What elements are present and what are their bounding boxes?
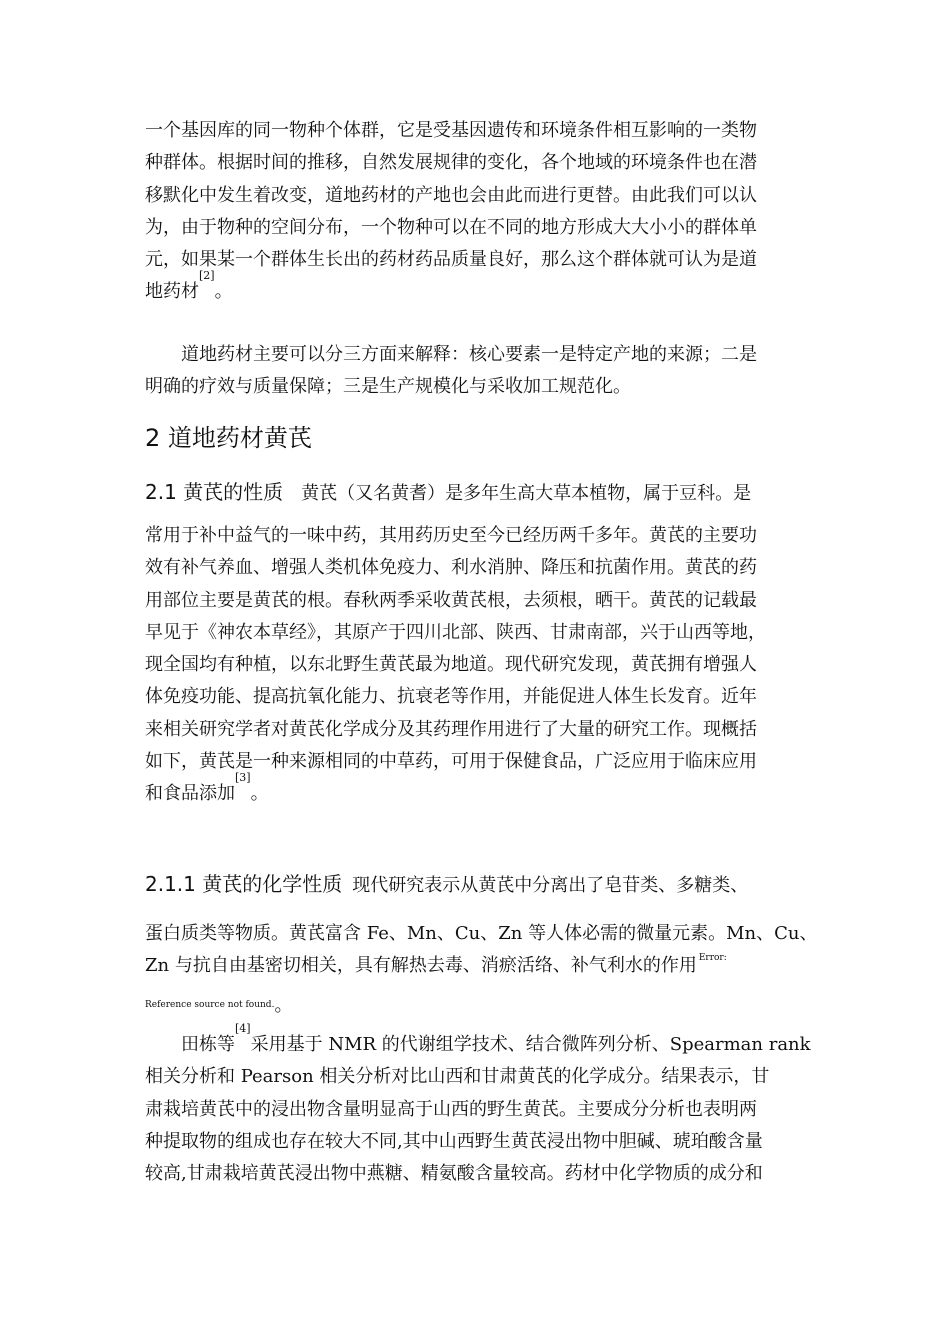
text-line: [145, 474, 810, 510]
text-line: 较高,甘肃栽培黄芪浸出物中燕糖、精氨酸含量较高。药材中化学物质的成分和: [145, 1163, 763, 1185]
line-text: 和食品添加: [145, 783, 235, 805]
text-line: 道地药材主要可以分三方面来解释：核心要素一是特定产地的来源；二是: [181, 344, 757, 365]
line-text: Zn 与抗自由基密切相关，具有解热去毒、消瘀活络、补气利水的作用: [145, 955, 697, 977]
text-line: 现全国均有种植，以东北野生黄芪最为地道。现代研究发现，黄芪拥有增强人: [145, 654, 757, 676]
section-2-1-intro: [145, 474, 810, 510]
text-line: [145, 771, 810, 810]
paragraph-population: [145, 115, 810, 309]
citation-ref[interactable]: [4]: [235, 1022, 251, 1035]
reference-error-line: [145, 995, 293, 1016]
paragraph-daodi-explanation: [145, 339, 810, 404]
section-heading-2-1-1: 2.1.1 黄芪的化学性质: [145, 872, 343, 896]
text-line: 移默化中发生着改变，道地药材的产地也会由此而进行更替。由此我们可以认: [145, 184, 757, 206]
line-text: 现代研究表示从黄芪中分离出了皂苷类、多糖类、: [352, 875, 749, 896]
text-line: 为，由于物种的空间分布，一个物种可以在不同的地方形成大大小小的群体单: [145, 216, 757, 238]
text-line: 种提取物的组成也存在较大不同,其中山西野生黄芪浸出物中胆碱、琥珀酸含量: [145, 1130, 763, 1152]
line-text: 黄芪（又名黄耆）是多年生高大草本植物，属于豆科。是: [301, 483, 752, 504]
text-line: 效有补气养血、增强人类机体免疫力、利水消肿、降压和抗菌作用。黄芪的药: [145, 557, 757, 579]
text-line: 如下，黄芪是一种来源相同的中草药，可用于保健食品，广泛应用于临床应用: [145, 751, 757, 773]
text-line: 一个基因库的同一物种个体群，它是受基因遗传和环境条件相互影响的一类物: [145, 120, 757, 141]
line-text: 地药材: [145, 281, 199, 303]
citation-ref[interactable]: [2]: [199, 269, 215, 283]
section-heading-2: 2 道地药材黄芪: [145, 424, 312, 452]
text-line: 蛋白质类等物质。黄芪富含 Fe、Mn、Cu、Zn 等人体必需的微量元素。Mn、Cu、: [145, 923, 818, 944]
text-line: 肃栽培黄芪中的浸出物含量明显高于山西的野生黄芪。主要成分分析也表明两: [145, 1098, 757, 1120]
text-line: 种群体。根据时间的推移，自然发展规律的变化，各个地域的环境条件也在潜: [145, 152, 757, 174]
paragraph-tian-study: [145, 1022, 811, 1190]
citation-ref[interactable]: [3]: [235, 771, 251, 785]
text-line: 早见于《神农本草经》，其原产于四川北部、陕西、甘肃南部，兴于山西等地，: [145, 621, 766, 643]
text-line: 体免疫功能、提高抗氧化能力、抗衰老等作用，并能促进人体生长发育。近年: [145, 686, 757, 708]
text-line: 元，如果某一个群体生长出的药材药品质量良好，那么这个群体就可认为是道: [145, 249, 757, 271]
text-line: 明确的疗效与质量保障；三是生产规模化与采收加工规范化。: [145, 376, 631, 398]
paragraph-huangqi-properties: [145, 520, 810, 811]
text-line: [145, 1022, 811, 1061]
text-line: 来相关研究学者对黄芪化学成分及其药理作用进行了大量的研究工作。现概括: [145, 718, 757, 740]
line-text: 田栋等: [181, 1034, 235, 1055]
reference-error: Error:: [698, 953, 727, 964]
section-heading-2-1: 2.1 黄芪的性质: [145, 480, 284, 504]
line-end: 。: [214, 281, 233, 303]
text-line: 常用于补中益气的一味中药，其用药历史至今已经历两千多年。黄芪的主要功: [145, 525, 757, 546]
text-line: 相关分析和 Pearson 相关分析对比山西和甘肃黄芪的化学成分。结果表示，甘: [145, 1066, 770, 1088]
text-line: [145, 866, 810, 902]
section-2-1-1-intro: [145, 866, 810, 902]
paragraph-chemical-properties: [145, 918, 818, 983]
line-text: 采用基于 NMR 的代谢组学技术、结合微阵列分析、Spearman rank: [250, 1034, 811, 1055]
line-end: 。: [250, 783, 269, 805]
text-line: 用部位主要是黄芪的根。春秋两季采收黄芪根，去须根，晒干。黄芪的记载最: [145, 589, 757, 611]
reference-error-text: Reference source not found.: [145, 1000, 275, 1010]
text-line: [145, 950, 810, 982]
line-end: 。: [274, 995, 293, 1016]
text-line: [145, 269, 810, 308]
